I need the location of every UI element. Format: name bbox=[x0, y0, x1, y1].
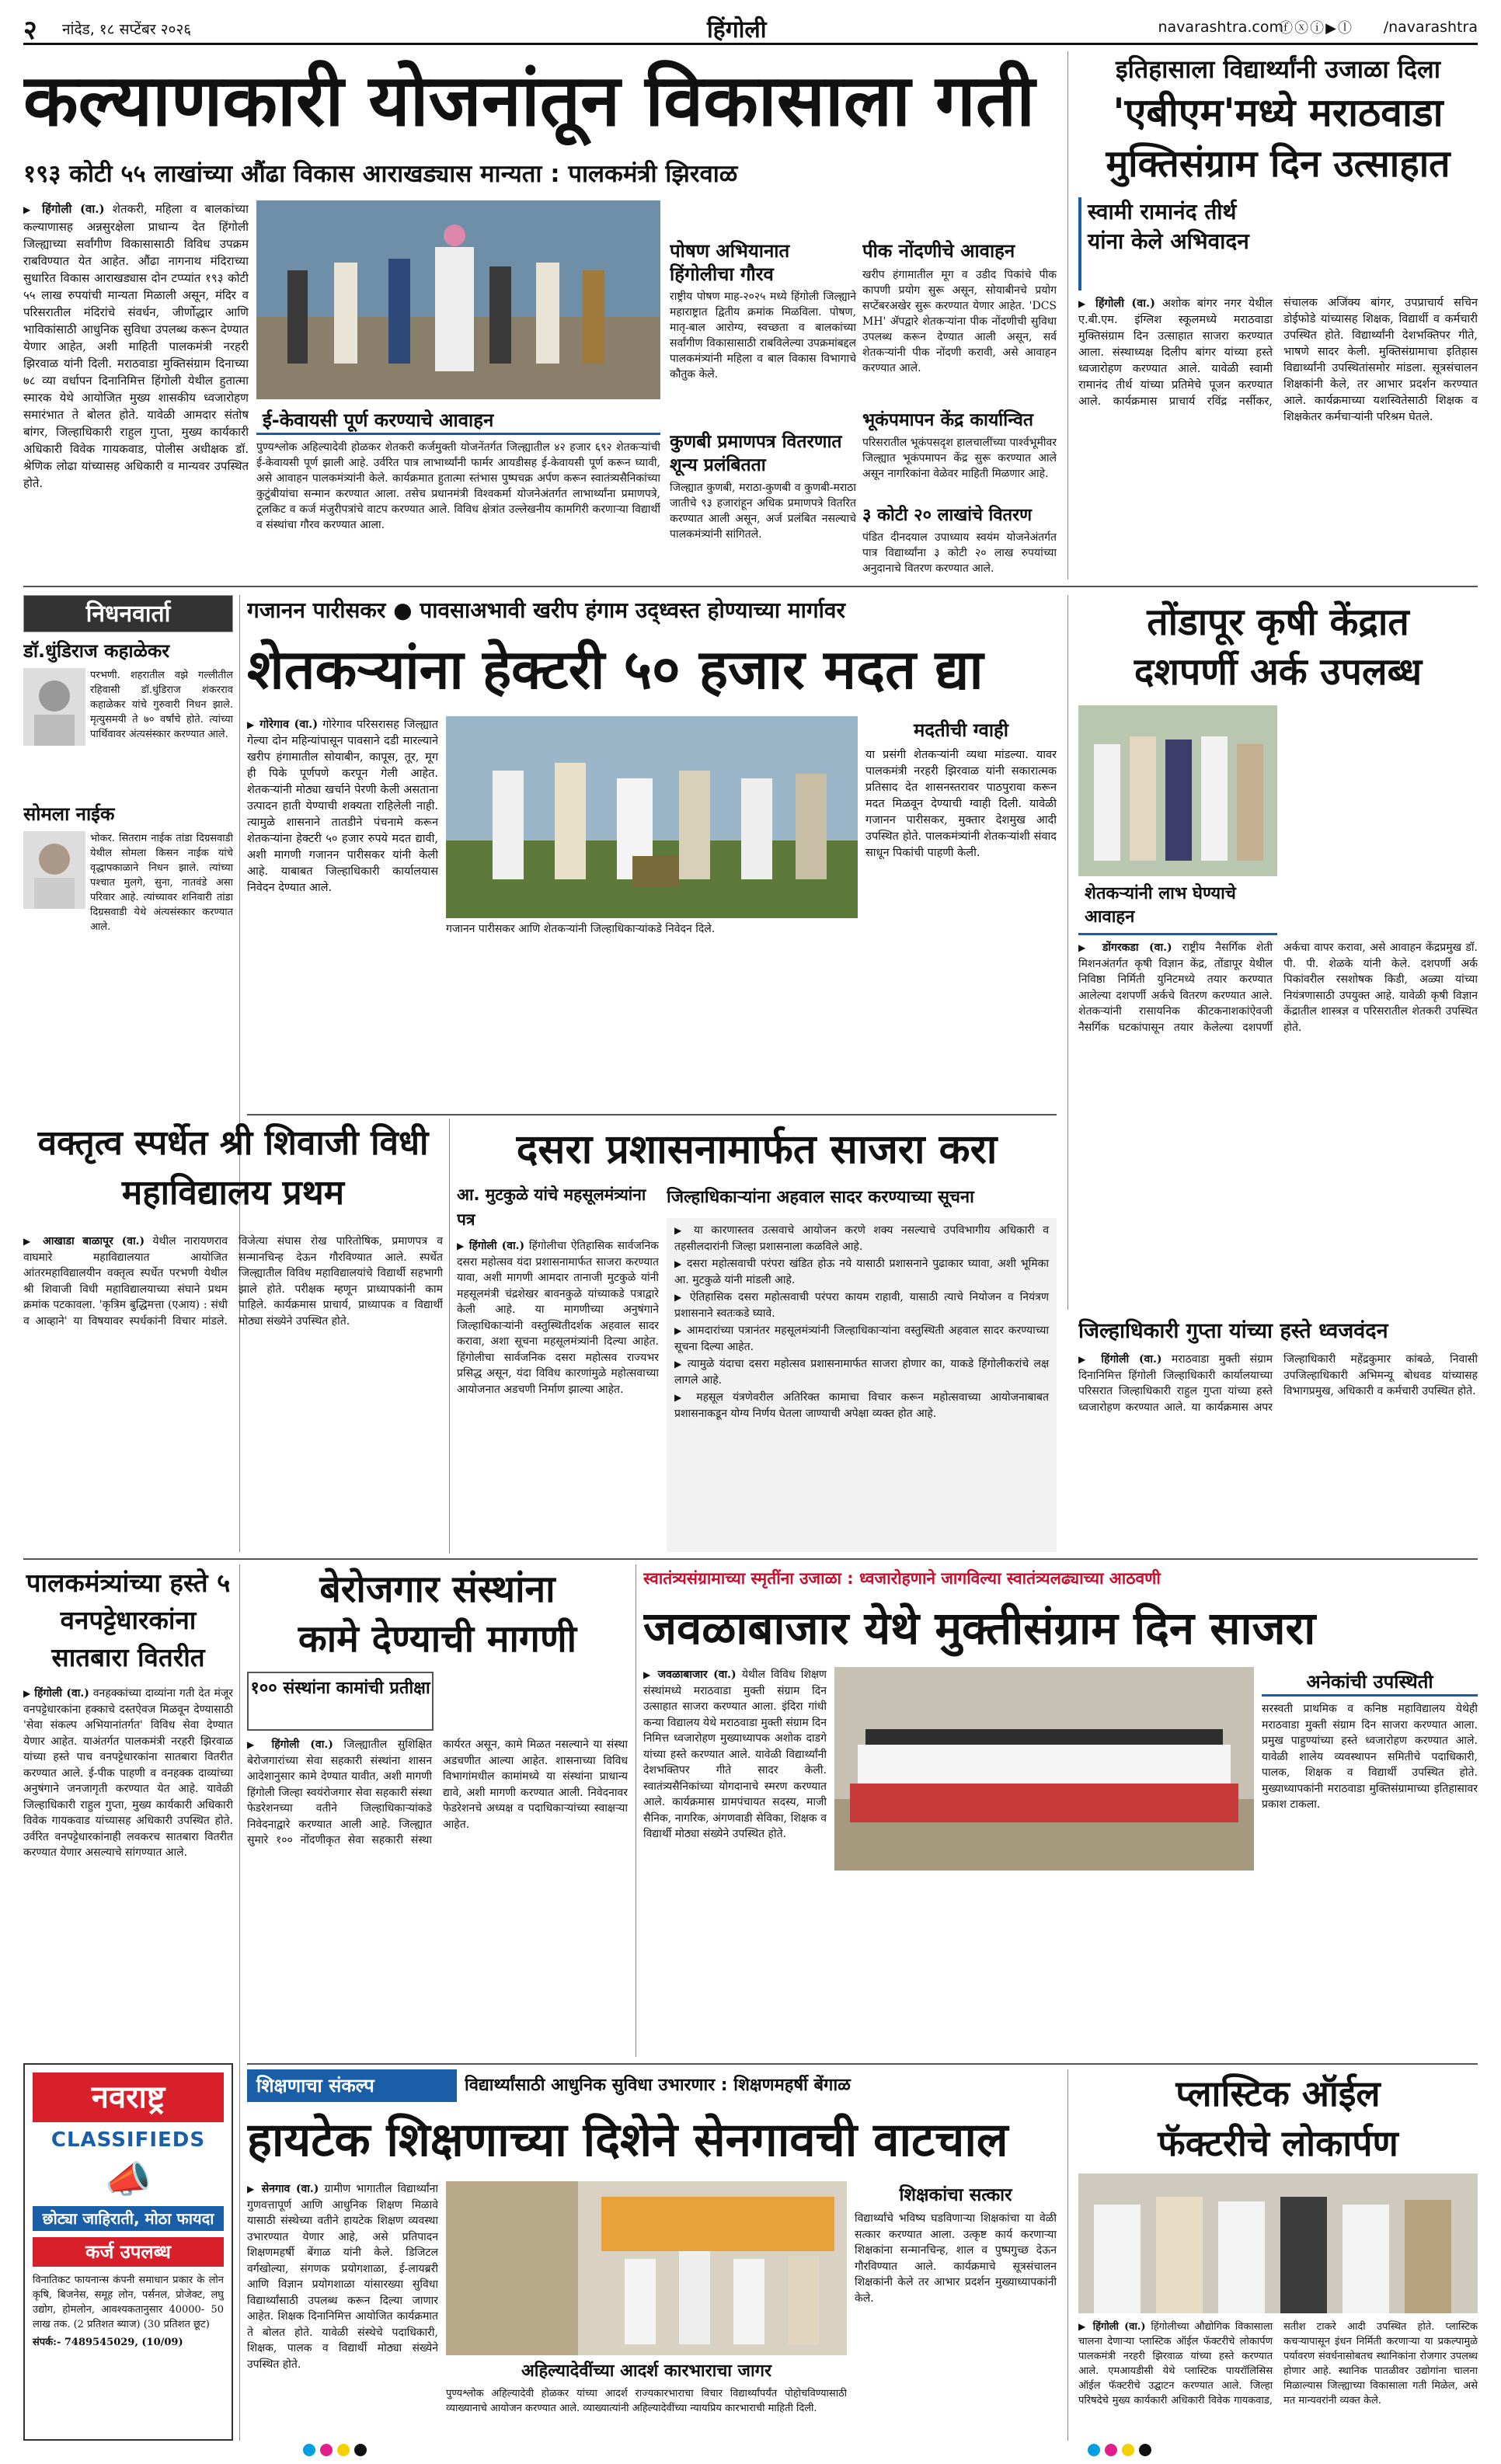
story1-side2-body: खरीप हंगामातील मूग व उडीद पिकांचे पीक कापणी प्रयोग सुरू असून, सोयाबीनचे प्रयोग सप्टेंबरअखेर सुरू करण्यात येणार आहेत. 'DCS MH' ॲपद्वारे शेतकऱ्यांना पीक नोंदणीची सुविधा उपलब्ध करून देण्यात आली असून, सर्व शेतकऱ्यांनी पीक नोंदणी करावी, असे आवाहन करण्यात आले. bbox=[862, 269, 1057, 374]
classifieds-ad[interactable] bbox=[23, 2063, 233, 2441]
classifieds-label: CLASSIFIEDS bbox=[50, 2128, 206, 2152]
story1-photo-caption: ई-केवायसी पूर्ण करण्याचे आवाहन bbox=[256, 404, 660, 435]
story9-headline-2: कामे देण्याची मागणी bbox=[298, 1617, 577, 1661]
classifieds-contact[interactable]: संपर्क:- 7489545029, (10/09) bbox=[33, 2337, 183, 2348]
story7-text: मराठवाडा मुक्ती संग्राम दिनानिमित्त हिंगोली जिल्हाधिकारी कार्यालयाच्या परिसरात जिल्हाधिकारी राहुल गुप्ता यांच्या हस्ते ध्वजारोहण करण्यात आले. या कार्यक्रमास अपर जिल्हाधिकारी महेंद्रकुमार कांबळे, निवासी उपजिल्हाधिकारी अभिमन्यू बोधवड यांच्यासह विभागप्रमुख, अधिकारी व कर्मचारी उपस्थित होते. bbox=[1078, 1353, 1478, 1414]
story11-headline: हायटेक शिक्षणाच्या दिशेने सेनगावची वाटचाल bbox=[247, 2113, 1008, 2167]
story1-side4-body: परिसरातील भूकंपसदृश हालचालींच्या पार्श्वभूमीवर जिल्ह्यात भूकंपमापन केंद्र सुरू करण्यात आले असून नागरिकांना वेळेवर माहिती मिळणार आहे. bbox=[862, 437, 1057, 480]
story7-dateline: ▶ हिंगोली (वा.) bbox=[1078, 1353, 1161, 1366]
story4-headline-1: तोंडापूर कृषी केंद्रात bbox=[1147, 600, 1409, 644]
obituary-body-1: परभणी. शहरातील वझे गल्लीतील रहिवासी डॉ.धुंडिराज शंकरराव कहाळेकर यांचे गुरुवारी निधन झाले. मृत्युसमयी ते ७० वर्षांचे होते. त्यांच्या पार्थिवावर अंत्यसंस्कार करण्यात आले. bbox=[90, 670, 233, 740]
story2-headline-3: मुक्तिसंग्राम दिन उत्साहात bbox=[1106, 142, 1451, 186]
story6-bullets bbox=[667, 1218, 1057, 1552]
story1-side5-body: पंडित दीनदयाल उपाध्याय स्वयंम योजनेअंतर्गत पात्र विद्यार्थ्यांना ३ कोटी २० लाख रुपयांच्या अनुदानाचे वितरण करण्यात आले. bbox=[862, 531, 1057, 575]
story6-bullet: ▶ महसूल यंत्रणेवरील अतिरिक्त कामाचा विचार करून महोत्सवाच्या आयोजनाबाबत प्रशासनाकडून योग्य निर्णय घेतला जाण्याची अपेक्षा व्यक्त होत आहे. bbox=[674, 1390, 1049, 1422]
story6-text: हिंगोलीचा ऐतिहासिक सार्वजनिक दसरा महोत्सव यंदा प्रशासनामार्फत साजरा करण्यात यावा, अशी मागणी आमदार तानाजी मुटकुळे यांनी महसूलमंत्री चंद्रशेखर बावनकुळे यांच्याकडे पत्राद्वारे केली आहे. या मागणीच्या अनुषंगाने जिल्हाधिकाऱ्यांनी वस्तुस्थितीदर्शक अहवाल सादर करावा, अशा सूचना महसूलमंत्र्यांनी दिल्या आहेत. हिंगोलीचा सार्वजनिक दसरा महोत्सव राज्यभर प्रसिद्ध असून, यंदा विविध कारणांमुळे महोत्सवाच्या आयोजनात अडचणी निर्माण झाल्या आहेत. bbox=[457, 1240, 659, 1396]
story2-dateline: ▶ हिंगोली (वा.) bbox=[1078, 297, 1155, 310]
story5-dateline: ▶ आखाडा बाळापूर (वा.) bbox=[23, 1235, 145, 1248]
story3-side-body: या प्रसंगी शेतकऱ्यांनी व्यथा मांडल्या. यावर पालकमंत्री नरहरी झिरवाळ यांनी सकारात्मक प्रतिसाद देत शासनस्तरावर पाठपुरावा करून मदत मिळवून देण्याची ग्वाही दिली. यावेळी गजानन पारीसकर, मुक्तार देशमुख आदी उपस्थित होते. पालकमंत्र्यांनी शेतकऱ्यांशी संवाद साधून पिकांची पाहणी केली. bbox=[865, 749, 1057, 859]
story6-bullet: ▶ ऐतिहासिक दसरा महोत्सवाची परंपरा कायम राहावी, यासाठी त्याचे नियोजन व नियंत्रण प्रशासनाने स्वतःकडे घ्यावे. bbox=[674, 1289, 1049, 1321]
header-date: नांदेड, १८ सप्टेंबर २०२६ bbox=[62, 21, 192, 38]
story6-body bbox=[457, 1238, 659, 1552]
story6-subhead: जिल्हाधिकाऱ्यांना अहवाल सादर करण्याच्या सूचना bbox=[667, 1188, 974, 1207]
x-icon[interactable]: ⓧ bbox=[1294, 20, 1311, 37]
story10-text: येथील विविध शिक्षण संस्थांमध्ये मराठवाडा मुक्ती संग्राम दिन उत्साहात साजरा करण्यात आला. इंदिरा गांधी कन्या विद्यालय येथे मराठवाडा मुक्ती संग्राम दिन निमित्त ध्वजारोहण मुख्याध्यापक अशोक दाडगे यांच्या हस्ते करण्यात आले. यावेळी विद्यार्थ्यांनी देशभक्तिपर गीते सादर केली. स्वातंत्र्यसैनिकांच्या योगदानाचे स्मरण करण्यात आले. कार्यक्रमास ग्रामपंचायत सदस्य, माजी सैनिक, नागरिक, अंगणवाडी सेविका, शिक्षक व विद्यार्थी मोठ्या संख्येने उपस्थित होते. bbox=[643, 1669, 827, 1840]
column-rule bbox=[239, 1564, 240, 2441]
story6-bullet: ▶ त्यामुळे यंदाचा दसरा महोत्सव प्रशासनामार्फत साजरा होणार का, याकडे हिंगोलीकरांचे लक्ष लागले आहे. bbox=[674, 1356, 1049, 1388]
registration-marks bbox=[1088, 2444, 1189, 2459]
social-handle: /navarashtra bbox=[1383, 19, 1478, 36]
story12-dateline: ▶ हिंगोली (वा.) bbox=[1078, 2321, 1146, 2333]
classifieds-category: कर्ज उपलब्ध bbox=[33, 2237, 224, 2267]
facebook-icon[interactable]: ⓕ bbox=[1279, 20, 1295, 37]
registration-marks bbox=[303, 2444, 404, 2459]
story11-body bbox=[247, 2181, 438, 2441]
story8-body bbox=[23, 1686, 233, 2057]
story6-dateline: ▶ हिंगोली (वा.) bbox=[457, 1240, 524, 1252]
story3-photo bbox=[446, 716, 858, 918]
linkedin-icon[interactable]: ⓛ bbox=[1338, 20, 1353, 37]
story3-dateline: ▶ गोरेगाव (वा.) bbox=[247, 718, 318, 731]
story3-body bbox=[247, 716, 438, 1105]
story10-side-title: अनेकांची उपस्थिती bbox=[1262, 1667, 1478, 1697]
column-rule bbox=[449, 1119, 450, 1554]
story3-kicker-left: गजानन पारीसकर bbox=[247, 597, 386, 623]
youtube-icon[interactable]: ▶ bbox=[1325, 20, 1338, 37]
story2-subhead: स्वामी रामानंद तीर्थ यांना केले अभिवादन bbox=[1078, 197, 1273, 291]
story1-side1-title: पोषण अभियानात हिंगोलीचा गौरव bbox=[670, 240, 790, 285]
column-rule bbox=[1067, 595, 1068, 1310]
story1-side1-body: राष्ट्रीय पोषण माह-२०२५ मध्ये हिंगोली जिल्ह्याने महाराष्ट्रात द्वितीय क्रमांक मिळविला. पोषण, मातृ-बाल आरोग्य, स्वच्छता व बालकांच्या सर्वांगीण विकासासाठी राबविलेल्या उपक्रमांबद्दल पालकमंत्र्यांनी महिला व बाल विकास विभागाचे कौतुक केले. bbox=[670, 291, 856, 381]
story8-headline: पालकमंत्र्यांच्या हस्ते ५ वनपट्टेधारकांना सातबारा वितरीत bbox=[26, 1568, 231, 1672]
story5-body bbox=[23, 1234, 443, 1552]
story10-body bbox=[643, 1667, 827, 2057]
story1-photo bbox=[256, 200, 660, 399]
story2-headline-1: इतिहासाला विद्यार्थ्यांनी उजाळा दिला bbox=[1115, 54, 1441, 84]
story4-body bbox=[1078, 940, 1478, 1310]
story7-headline: जिल्हाधिकारी गुप्ता यांच्या हस्ते ध्वजवंदन bbox=[1078, 1319, 1388, 1343]
story9-box: १०० संस्थांना कामांची प्रतीक्षा bbox=[247, 1672, 434, 1731]
story2-text: अशोक बांगर नगर येथील ए.बी.एम. इंग्लिश स्कूलमध्ये मराठवाडा मुक्तिसंग्राम दिन उत्साहात साजरा करण्यात आला. संस्थाध्यक्ष दिलीप बांगर यांच्या हस्ते ध्वजारोहण करण्यात आले. यावेळी स्वामी रामानंद तीर्थ यांच्या प्रतिमेचे पूजन करण्यात आले. कार्यक्रमास प्राचार्य रविंद्र नर्सीकर, संचालक अजिंक्य बांगर, उपप्राचार्य सचिन डोईफोडे यांच्यासह शिक्षक, विद्यार्थी व कर्मचारी उपस्थित होते. विद्यार्थ्यांनी देशभक्तिपर गीते, भाषणे सादर केली. मुक्तिसंग्रामाचा इतिहास विद्यार्थ्यांनी उपस्थितांसमोर मांडला. सूत्रसंचालन शिक्षकांनी केले, तर आभार प्रदर्शन करण्यात आले. कार्यक्रमाच्या यशस्वितेसाठी शिक्षक व शिक्षकेतर कर्मचाऱ्यांनी परिश्रम घेतले. bbox=[1078, 297, 1478, 423]
section-rule bbox=[23, 1558, 1478, 1560]
story4-photo bbox=[1078, 705, 1277, 876]
story5-text: येथील नारायणराव वाघमारे महाविद्यालयात आयोजित आंतरमहाविद्यालयीन वक्तृत्व स्पर्धेत परभणी येथील श्री शिवाजी विधी महाविद्यालयाच्या संघाने प्रथम क्रमांक पटकावला. 'कृत्रिम बुद्धिमत्ता (एआय) : संधी व आव्हाने' या विषयावर स्पर्धकांनी विचार मांडले. विजेत्या संघास रोख पारितोषिक, प्रमाणपत्र व सन्मानचिन्ह देऊन गौरविण्यात आले. स्पर्धेत जिल्ह्यातील विविध महाविद्यालयांचे विद्यार्थी सहभागी झाले होते. परीक्षक म्हणून प्राध्यापकांनी काम पाहिले. कार्यक्रमास प्राचार्य, प्राध्यापक व विद्यार्थी मोठ्या संख्येने उपस्थित होते. bbox=[23, 1235, 443, 1328]
story10-side-body: सरस्वती प्राथमिक व कनिष्ठ महाविद्यालय येथेही मराठवाडा मुक्ती संग्राम दिन साजरा करण्यात आला. प्रमुख पाहुण्यांच्या हस्ते ध्वजारोहण करण्यात आले. यावेळी शालेय व्यवस्थापन समितीचे पदाधिकारी, पालक, शिक्षक व विद्यार्थी उपस्थित होते. मुख्याध्यापकांनी मराठवाडा मुक्तिसंग्रामाच्या इतिहासावर प्रकाश टाकला. bbox=[1262, 1703, 1478, 1811]
story1-side3-body: जिल्ह्यात कुणबी, मराठा-कुणबी व कुणबी-मराठा जातीचे ९३ हजारांहून अधिक प्रमाणपत्रे वितरित करण्यात आली असून, अर्ज प्रलंबित नसल्याचे पालकमंत्र्यांनी सांगितले. bbox=[670, 482, 856, 541]
story6-kicker: आ. मुटकुळे यांचे महसूलमंत्र्यांना पत्र bbox=[457, 1185, 646, 1229]
column-rule bbox=[1067, 51, 1068, 579]
story1-headline: कल्याणकारी योजनांतून विकासाला गती bbox=[23, 59, 1036, 142]
story10-band: स्वातंत्र्यसंग्रामाच्या स्मृतींना उजाळा : ध्वजारोहणाने जागविल्या स्वातंत्र्यलढ्याच्या आठवणी bbox=[643, 1569, 1161, 1588]
page-number: २ bbox=[23, 15, 37, 45]
story3-text: गोरेगाव परिसरासह जिल्ह्यात गेल्या दोन महिन्यांपासून पावसाने दडी मारल्याने खरीप हंगामातील सोयाबीन, कापूस, तूर, मूग ही पिके पूर्णपणे करपून गेली आहेत. शेतकऱ्यांनी मोठ्या खर्चाने पेरणी केली असताना उत्पादन हाती येण्याची शक्यता राहिलेली नाही. त्यामुळे शासनाने तातडीने पंचनामे करून शेतकऱ्यांना हेक्टरी ५० हजार रुपये मदत द्यावी, अशी मागणी गजानन पारीसकर यांनी केली आहे. याबाबत जिल्हाधिकारी कार्यालयास निवेदन देण्यात आले. bbox=[247, 719, 438, 894]
story10-photo bbox=[834, 1667, 1254, 1871]
story12-headline-2: फॅक्टरीचे लोकार्पण bbox=[1158, 2122, 1398, 2164]
story6-bullet: ▶ आमदारांच्या पत्रानंतर महसूलमंत्र्यांनी जिल्हाधिकाऱ्यांना वस्तुस्थिती अहवाल सादर करण्याच्या सूचना दिल्या आहेत. bbox=[674, 1323, 1049, 1355]
megaphone-icon: 📣 bbox=[105, 2158, 151, 2201]
story11-photo-caption: अहिल्यादेवींच्या आदर्श कारभाराचा जागर bbox=[521, 2361, 772, 2381]
story11-band: शिक्षणाचा संकल्प bbox=[247, 2069, 457, 2102]
story2-headline-2: 'एबीएम'मध्ये मराठवाडा bbox=[1113, 90, 1444, 135]
story9-text: जिल्ह्यातील सुशिक्षित बेरोजगारांच्या सेवा सहकारी संस्थांना शासन आदेशानुसार कामे देण्यात यावीत, अशी मागणी हिंगोली जिल्हा स्वयंरोजगार सेवा सहकारी संस्था फेडरेशनच्या वतीने जिल्हाधिकाऱ्यांकडे निवेदनाद्वारे करण्यात आली आहे. जिल्ह्यात सुमारे १०० नोंदणीकृत सेवा सहकारी संस्था कार्यरत असून, कामे मिळत नसल्याने या संस्था अडचणीत आल्या आहेत. शासनाच्या विविध विभागांमधील कामांमध्ये या संस्थांना प्राधान्य द्यावे, अशी मागणी करण्यात आली. निवेदनावर फेडरेशनचे अध्यक्ष व पदाधिकाऱ्यांच्या स्वाक्षऱ्या आहेत. bbox=[247, 1738, 628, 1846]
story12-text: हिंगोलीच्या औद्योगिक विकासाला चालना देणाऱ्या प्लास्टिक ऑईल फॅक्टरीचे लोकार्पण पालकमंत्री नरहरी झिरवाळ यांच्या हस्ते करण्यात आले. एमआयडीसी येथे प्लास्टिक पायरॉलिसिस ऑईल फॅक्टरीचे उद्घाटन करण्यात आले. जिल्हा परिषदेचे मुख्य कार्यकारी अधिकारी विवेक गायकवाड, सतीश टाकरे आदी उपस्थित होते. प्लास्टिक कचऱ्यापासून इंधन निर्मिती करणाऱ्या या प्रकल्पामुळे पर्यावरण संवर्धनासोबतच स्थानिकांना रोजगार उपलब्ध होणार आहे. स्थानिक पातळीवर उद्योगांना चालना मिळाल्यास जिल्ह्याच्या विकासाला गती मिळेल, असे मत मान्यवरांनी व्यक्त केले. bbox=[1078, 2321, 1478, 2407]
story1-side5-title: ३ कोटी २० लाखांचे वितरण bbox=[862, 506, 1032, 525]
story11-side-body: विद्यार्थ्यांचे भविष्य घडविणाऱ्या शिक्षकांचा या वेळी सत्कार करण्यात आला. उत्कृष्ट कार्य करणाऱ्या शिक्षकांना सन्मानचिन्ह, शाल व पुष्पगुच्छ देऊन गौरविण्यात आले. कार्यक्रमाचे सूत्रसंचालन शिक्षकांनी केले तर आभार प्रदर्शन मुख्याध्यापकांनी केले. bbox=[855, 2212, 1057, 2305]
story1-text: शेतकरी, महिला व बालकांच्या कल्याणासह अन्नसुरक्षेला प्राधान्य देत हिंगोली जिल्ह्याच्या सर्वांगीण विकासासाठी विविध उपक्रम राबविण्यात येत आहेत. औंढा नागनाथ मंदिराच्या सुधारित विकास आराखड्यास दोन टप्प्यांत १९३ कोटी ५५ लाख रुपयांची मान्यता मिळाली असून, मंदिर व परिसरातील मंदिरांचे संवर्धन, जीर्णोद्धार आणि भाविकांसाठी आधुनिक सुविधा उपलब्ध करून देण्यात येणार आहेत, अशी माहिती पालकमंत्री नरहरी झिरवाळ यांनी दिली. मराठवाडा मुक्तिसंग्राम दिनाच्या ७८ व्या वर्धापन दिनानिमित्त हिंगोली येथील हुतात्मा स्मारक येथे आयोजित मुख्य शासकीय ध्वजारोहण समारंभात ते बोलत होते. यावेळी आमदार संतोष बांगर, जिल्हाधिकारी राहुल गुप्ता, मुख्य कार्यकारी अधिकारी विवेक गायकवाड, पोलीस अधीक्षक डॉ. श्रेणिक लोढा यांच्यासह अधिकारी व मान्यवर उपस्थित होते. bbox=[23, 202, 249, 490]
obituary-photo-1 bbox=[23, 668, 85, 746]
story12-headline-1: प्लास्टिक ऑईल bbox=[1175, 2072, 1381, 2114]
story11-side-title: शिक्षकांचा सत्कार bbox=[899, 2185, 1012, 2205]
story11-caption-body: पुण्यश्लोक अहिल्यादेवी होळकर यांच्या आदर्श राज्यकारभाराचा विचार विद्यार्थ्यांपर्यंत पोहोचविण्यासाठी व्याख्यानाचे आयोजन करण्यात आले. व्याख्यात्यांनी अहिल्यादेवींच्या न्यायप्रिय कारभाराची माहिती दिली. bbox=[446, 2388, 847, 2414]
bullet-dot-icon: ● bbox=[393, 597, 420, 623]
story9-body bbox=[247, 1737, 628, 2057]
story4-text: राष्ट्रीय नैसर्गिक शेती मिशनअंतर्गत कृषी विज्ञान केंद्र, तोंडापूर येथील निविष्ठा निर्मिती युनिटमध्ये तयार करण्यात आलेल्या दशपर्णी अर्कचे वितरण करण्यात आले. शेतकऱ्यांनी रासायनिक कीटकनाशकांऐवजी नैसर्गिक घटकांपासून तयार केलेल्या दशपर्णी अर्कचा वापर करावा, असे आवाहन केंद्रप्रमुख डॉ. पी. पी. शेळके यांनी केले. दशपर्णी अर्क पिकांवरील रसशोषक किडी, अळ्या यांच्या नियंत्रणासाठी उपयुक्त आहे. यावेळी कृषी विज्ञान केंद्रातील शास्त्रज्ञ व परिसरातील शेतकरी उपस्थित होते. bbox=[1078, 941, 1478, 1034]
story3-headline: शेतकऱ्यांना हेक्टरी ५० हजार मदत द्या bbox=[247, 638, 984, 701]
story3-photo-caption: गजानन पारीसकर आणि शेतकऱ्यांनी जिल्हाधिकाऱ्यांकडे निवेदन दिले. bbox=[446, 923, 716, 935]
story11-text: ग्रामीण भागातील विद्यार्थ्यांना गुणवत्तापूर्ण आणि आधुनिक शिक्षण मिळावे यासाठी संस्थेच्या वतीने हायटेक शिक्षण व्यवस्था उभारण्यात येणार आहे, असे प्रतिपादन शिक्षणमहर्षी बेंगाळ यांनी केले. डिजिटल वर्गखोल्या, संगणक प्रयोगशाळा, ई-लायब्ररी आणि विज्ञान प्रयोगशाळा यांसारख्या सुविधा विद्यार्थ्यांसाठी उपलब्ध करून दिल्या जाणार आहेत. शिक्षक दिनानिमित्त आयोजित कार्यक्रमात ते बोलत होते. यावेळी संस्थेचे पदाधिकारी, शिक्षक, पालक व विद्यार्थी मोठ्या संख्येने उपस्थित होते. bbox=[247, 2183, 438, 2371]
obituary-band: निधनवार्ता bbox=[23, 595, 233, 632]
story12-body bbox=[1078, 2320, 1478, 2441]
obituary-name-2: सोमला नाईक bbox=[23, 803, 115, 825]
story1-caption-body: पुण्यश्लोक अहिल्यादेवी होळकर शेतकरी कर्जमुक्ती योजनेंतर्गत जिल्ह्यातील ४२ हजार ६९२ शेतकऱ्यांची ई-केवायसी पूर्ण झाली आहे. उर्वरित पात्र लाभार्थ्यांनी फार्मर आयडीसह ई-केवायसी पूर्ण करून घ्यावी, असे आवाहन पालकमंत्र्यांनी केले. कार्यक्रमात हुतात्मा स्तंभास पुष्पचक्र अर्पण करून स्वातंत्र्यसैनिकांच्या कुटुंबीयांचा सन्मान करण्यात आला. तसेच प्रधानमंत्री विश्वकर्मा योजनेअंतर्गत लाभार्थ्यांना प्रमाणपत्रे, टूलकिट व कर्ज मंजुरीपत्रांचे वाटप करण्यात आले. विविध क्षेत्रांत उल्लेखनीय कामगिरी करणाऱ्या विद्यार्थी व संस्थांचा गौरव करण्यात आला. bbox=[256, 441, 660, 531]
story1-subhead: १९३ कोटी ५५ लाखांच्या औंढा विकास आराखड्यास मान्यता : पालकमंत्री झिरवाळ bbox=[23, 160, 738, 188]
classifieds-text: विनातिकट फायनान्स कंपनी समाधान प्रकार के लोन कृषि, बिजनेस, समूह लोन, पर्सनल, प्रोजेक्ट, लघु उद्योग, होमलोन, आवश्यकतानुसार 40000- 50 लाख तक. (2 प्रतिशत ब्याज) (30 प्रतिशत छूट) bbox=[33, 2274, 224, 2330]
story10-headline: जवळाबाजार येथे मुक्तीसंग्राम दिन साजरा bbox=[643, 1602, 1316, 1655]
classifieds-brand: नवराष्ट्र bbox=[33, 2072, 224, 2122]
story8-dateline: ▶ हिंगोली (वा.) bbox=[23, 1687, 89, 1700]
social-icons[interactable] bbox=[1279, 17, 1353, 37]
story4-photo-caption: शेतकऱ्यांनी लाभ घेण्याचे आवाहन bbox=[1078, 879, 1277, 935]
story3-side-title: मदतीची ग्वाही bbox=[913, 719, 1009, 741]
section-rule bbox=[23, 586, 1478, 587]
classifieds-tagline: छोट्या जाहिराती, मोठा फायदा bbox=[33, 2206, 224, 2231]
section-rule bbox=[247, 2063, 1478, 2065]
story7-body bbox=[1078, 1352, 1478, 1552]
story9-headline-1: बेरोजगार संस्थांना bbox=[319, 1568, 555, 1611]
story1-side4-title: भूकंपमापन केंद्र कार्यान्वित bbox=[862, 410, 1033, 430]
story3-kicker-right: पावसाअभावी खरीप हंगाम उद्ध्वस्त होण्याच्या मार्गावर bbox=[420, 597, 845, 623]
obituary-body-2: भोकर. सितराम नाईक तांडा दिग्रसवाडी येथील सोमला किसन नाईक यांचे वृद्धापकाळाने निधन झाले. त्यांच्या पश्चात मुलगे, सुना, नातवंडे असा परिवार आहे. त्यांच्यावर शनिवारी तांडा दिग्रसवाडी येथे अंत्यसंस्कार करण्यात आले. bbox=[90, 833, 233, 933]
site-url[interactable]: navarashtra.com bbox=[1158, 19, 1283, 36]
story6-bullet: ▶ या कारणास्तव उत्सवाचे आयोजन करणे शक्य नसल्याचे उपविभागीय अधिकारी व तहसीलदारांनी जिल्हा प्रशासनाला कळविले आहे. bbox=[674, 1223, 1049, 1255]
story1-dateline: ▶ हिंगोली (वा.) bbox=[23, 202, 105, 216]
story4-dateline: ▶ डोंगरकडा (वा.) bbox=[1078, 941, 1172, 954]
story1-body bbox=[23, 200, 249, 578]
story4-headline-2: दशपर्णी अर्क उपलब्ध bbox=[1134, 650, 1423, 694]
story6-bullet: ▶ दसरा महोत्सवाची परंपरा खंडित होऊ नये यासाठी प्रशासनाने पुढाकार घ्यावा, अशी भूमिका आ. मुटकुळे यांनी मांडली आहे. bbox=[674, 1256, 1049, 1288]
instagram-icon[interactable]: ⓘ bbox=[1310, 20, 1326, 37]
section-name: हिंगोली bbox=[707, 16, 767, 44]
story9-dateline: ▶ हिंगोली (वा.) bbox=[247, 1738, 333, 1751]
page-header bbox=[23, 11, 1478, 45]
story10-dateline: ▶ जवळाबाजार (वा.) bbox=[643, 1669, 737, 1681]
story6-headline: दसरा प्रशासनामार्फत साजरा करा bbox=[516, 1126, 998, 1173]
story1-side2-title: पीक नोंदणीचे आवाहन bbox=[862, 240, 1015, 262]
story8-text: वनहक्कांच्या दाव्यांना गती देत मंजूर वनपट्टेधारकांना हक्काचे दस्तऐवज मिळवून देण्यासाठी 'सेवा संकल्प अभियानांतर्गत' विविध सेवा देण्यात येणार आहेत. याअंतर्गत पालकमंत्री नरहरी झिरवाळ यांच्या हस्ते पाच वनपट्टेधारकांना सातबारा वितरीत करण्यात आले. ई-पीक पाहणी व वनहक्क दाव्यांच्या अनुषंगाने जनजागृती करण्यात येत आहे. यावेळी जिल्हाधिकारी राहुल गुप्ता, मुख्य कार्यकारी अधिकारी विवेक गायकवाड यांच्यासह अधिकारी उपस्थित होते. उर्वरित वनपट्टेधारकांनाही लवकरच सातबारा वितरीत करण्यात येणार असल्याचे सांगण्यात आले. bbox=[23, 1687, 233, 1859]
story12-photo bbox=[1078, 2173, 1478, 2313]
story10-photo-extra bbox=[834, 1874, 1254, 2057]
story5-headline: वक्तृत्व स्पर्धेत श्री शिवाजी विधी महाविद्यालय प्रथम bbox=[37, 1123, 429, 1213]
story11-kicker: विद्यार्थ्यांसाठी आधुनिक सुविधा उभारणार : शिक्षणमहर्षी बेंगाळ bbox=[465, 2076, 851, 2095]
obituary-name-1: डॉ.धुंडिराज कहाळेकर bbox=[23, 640, 170, 662]
column-rule bbox=[1067, 2069, 1068, 2441]
story11-photo bbox=[446, 2181, 847, 2355]
obituary-photo-2 bbox=[23, 831, 85, 909]
story2-body bbox=[1078, 295, 1478, 578]
story11-dateline: ▶ सेनगाव (वा.) bbox=[247, 2183, 319, 2195]
section-rule bbox=[247, 1114, 1057, 1115]
story1-side3-title: कुणबी प्रमाणपत्र वितरणात शून्य प्रलंबितता bbox=[670, 432, 842, 475]
story3-kicker bbox=[247, 595, 1057, 626]
